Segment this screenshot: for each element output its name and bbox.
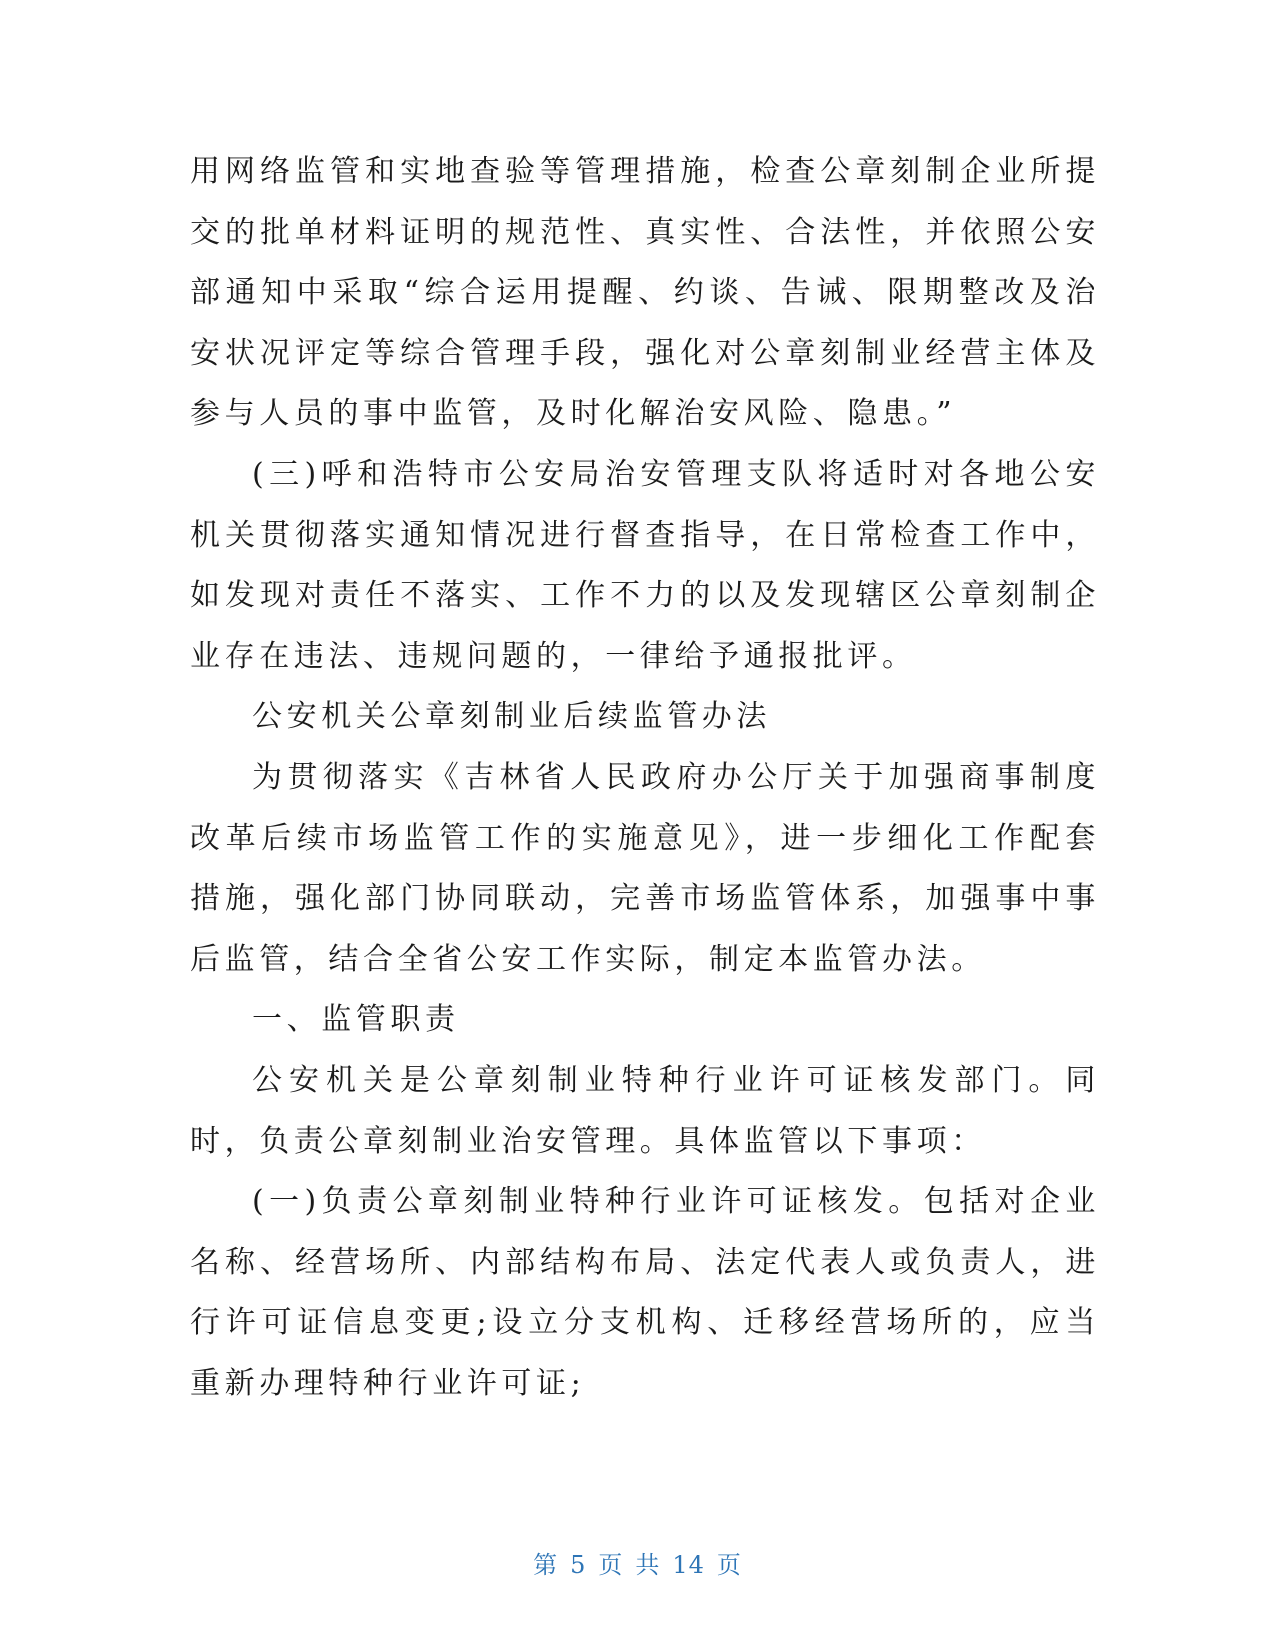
footer-total-word: 共	[635, 1551, 661, 1579]
footer-total-pages: 14	[672, 1551, 705, 1579]
footer-page-word: 页	[598, 1551, 624, 1579]
page-footer	[0, 1545, 1275, 1580]
paragraph-duties: 公安机关是公章刻制业特种行业许可证核发部门。同时，负责公章刻制业治安管理。具体监管以下事项：	[190, 1062, 1100, 1159]
paragraph-section-three: (三)呼和浩特市公安局治安管理支队将适时对各地公安机关贯彻落实通知情况进行督查指导，在日常检查工作中，如发现对责任不落实、工作不力的以及发现辖区公章刻制企业存在违法、违规问题的，一律给予通报批评。	[190, 456, 1100, 674]
paragraph-continuation: 用网络监管和实地查验等管理措施，检查公章刻制企业所提交的批单材料证明的规范性、真实性、合法性，并依照公安部通知中采取“综合运用提醒、约谈、告诫、限期整改及治安状况评定等综合管理手段，强化对公章刻制业经营主体及参与人员的事中监管，及时化解治安风险、隐患。”	[190, 154, 1100, 432]
footer-prefix: 第	[533, 1551, 559, 1579]
paragraph-item-one: (一)负责公章刻制业特种行业许可证核发。包括对企业名称、经营场所、内部结构布局、法定代表人或负责人，进行许可证信息变更;设立分支机构、迁移经营场所的，应当重新办理特种行业许可证;	[190, 1184, 1100, 1401]
section-heading-duties: 一、监管职责	[252, 1002, 460, 1038]
paragraph-intro: 为贯彻落实《吉林省人民政府办公厅关于加强商事制度改革后续市场监管工作的实施意见》，进一步细化工作配套措施，强化部门协同联动，完善市场监管体系，加强事中事后监管，结合全省公安工作实际，制定本监管办法。	[190, 759, 1100, 977]
footer-suffix: 页	[716, 1551, 742, 1579]
section-heading-title: 公安机关公章刻制业后续监管办法	[252, 699, 771, 735]
document-body	[190, 142, 1100, 1414]
footer-current-page: 5	[570, 1551, 587, 1579]
